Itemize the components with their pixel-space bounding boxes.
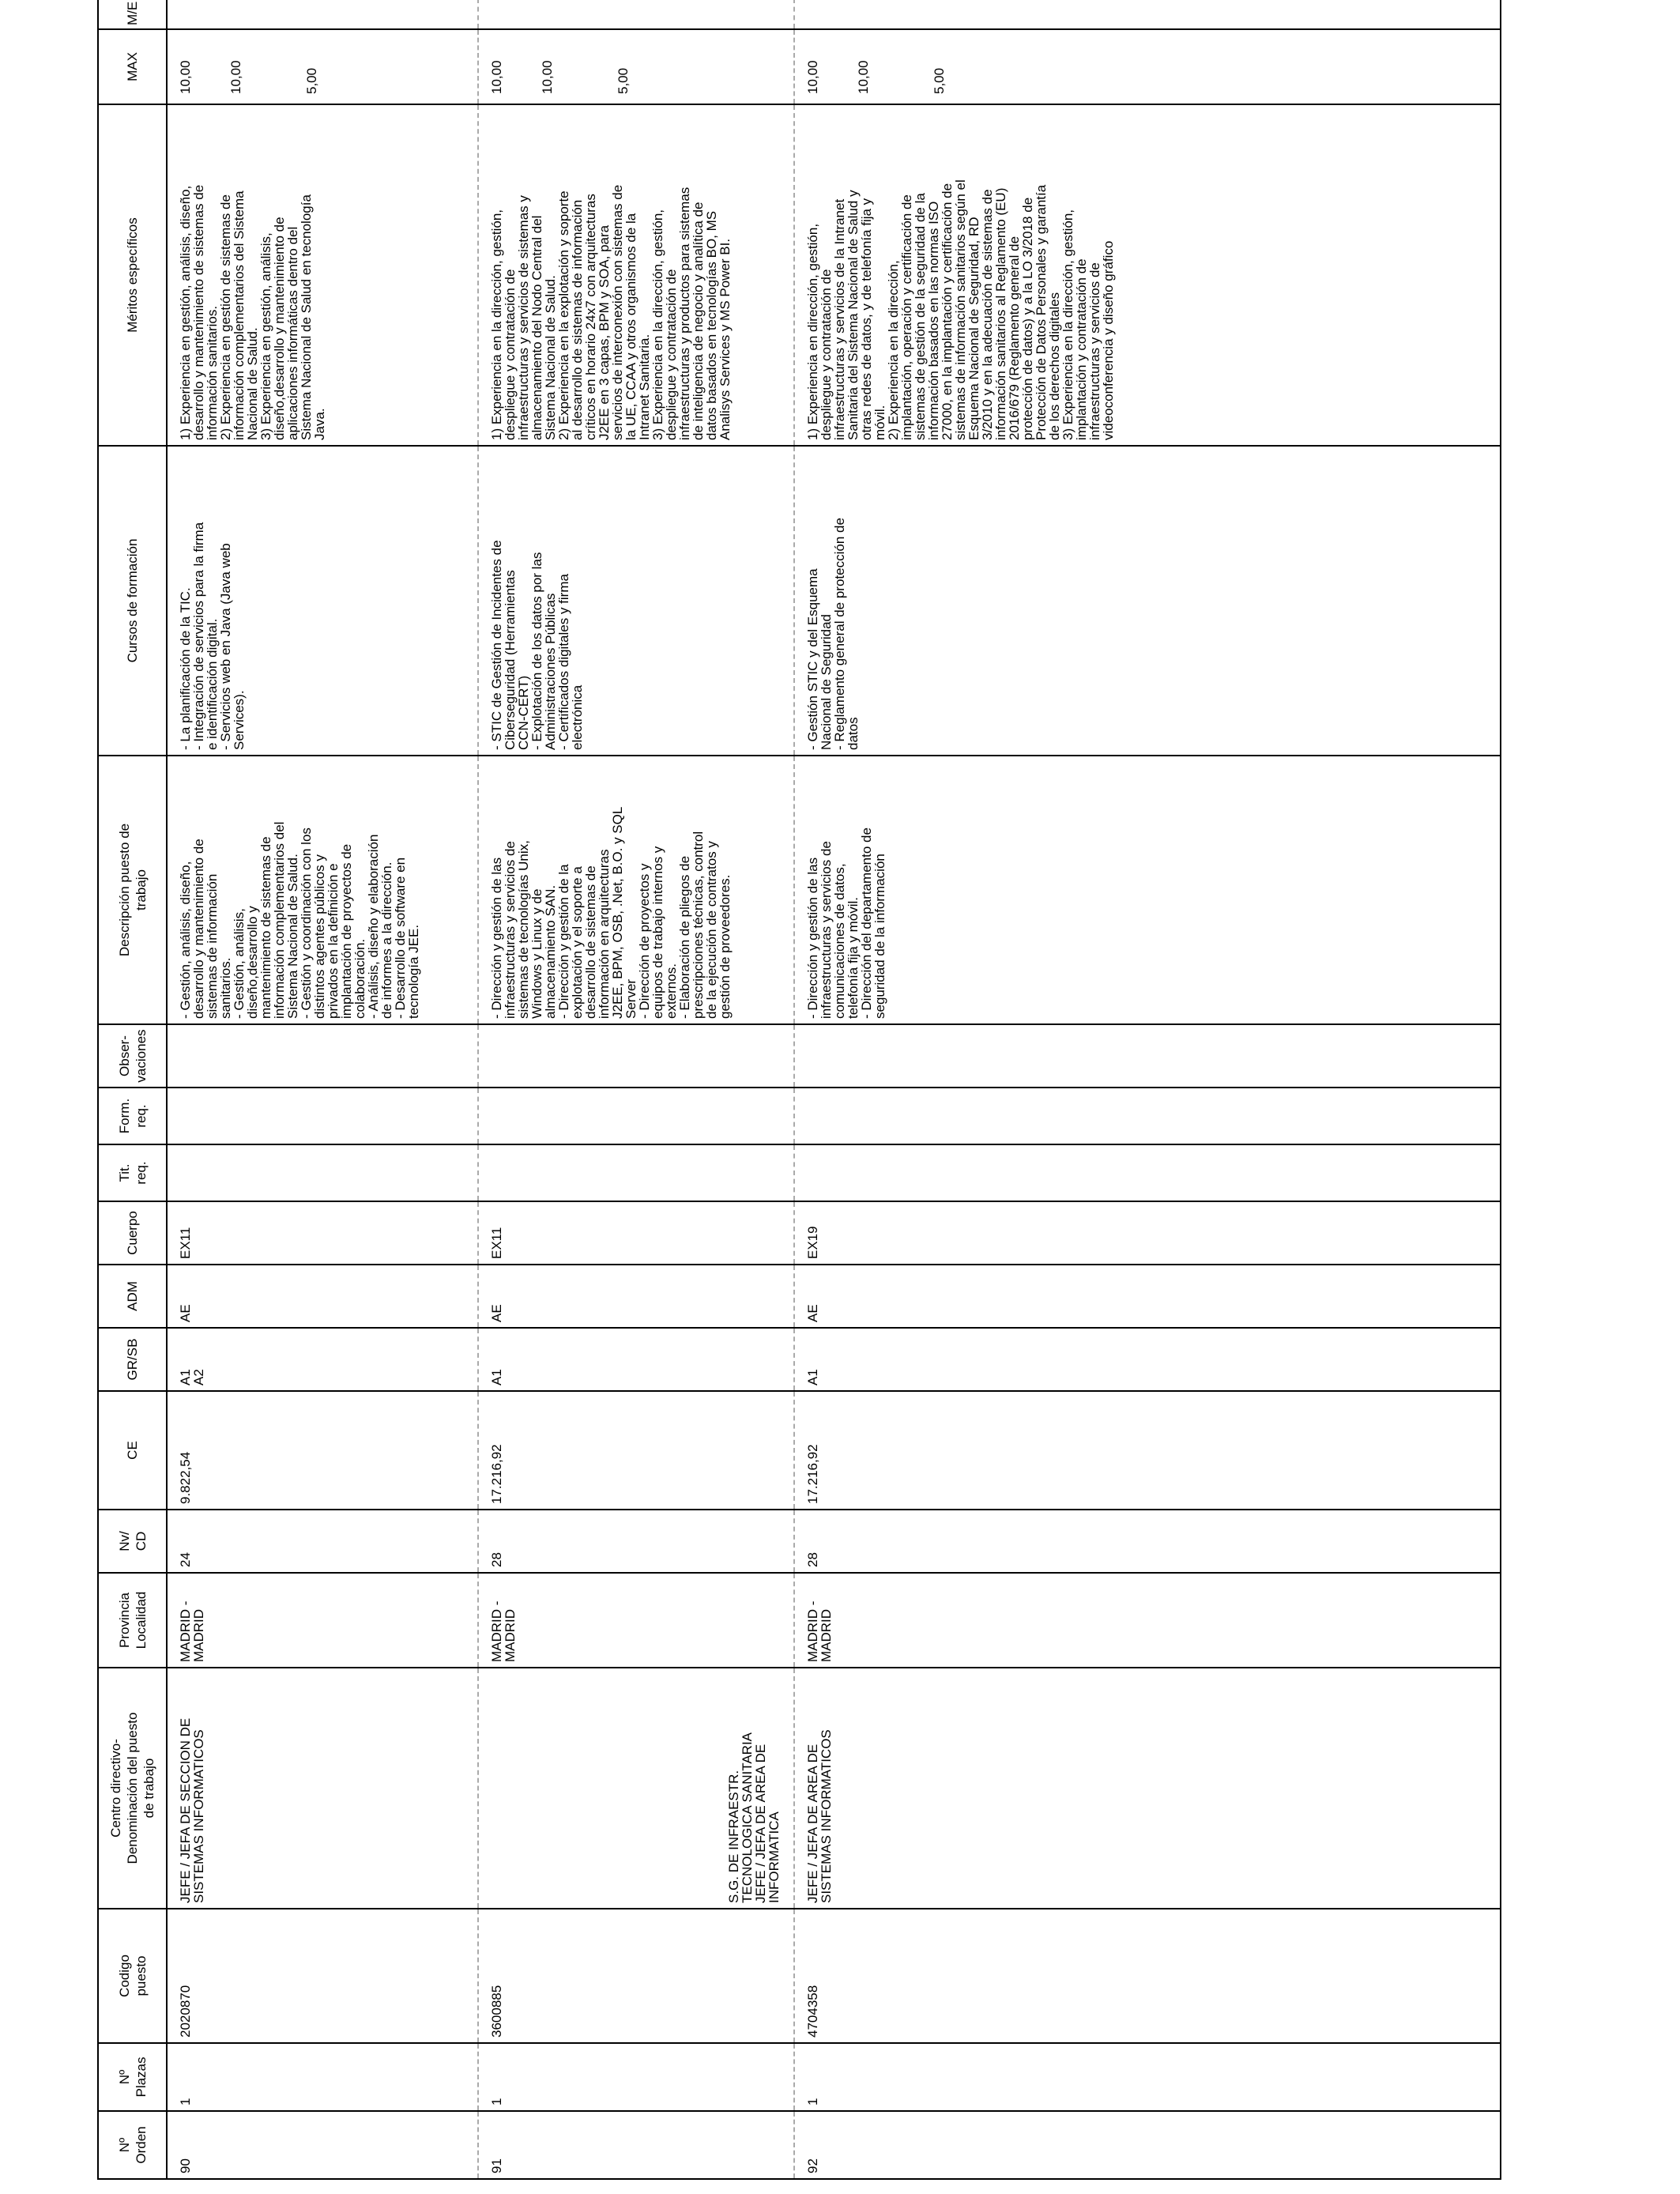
centro-directivo: S.G. DE INFRAESTR. TECNOLOGICA SANITARIA <box>726 1732 755 1903</box>
header-obs: Obser- vaciones <box>98 1024 167 1088</box>
header-meritos: Méritos específicos <box>98 104 167 446</box>
cell-form <box>794 1088 1501 1144</box>
header-descripcion: Descripción puesto de trabajo <box>98 756 167 1024</box>
cell-centro <box>478 1668 794 1909</box>
cell-adm: AE <box>794 1265 1501 1328</box>
cell-grupo: A1 <box>794 1328 1501 1391</box>
cell-tit <box>478 1144 794 1201</box>
table-row <box>167 0 478 2179</box>
cell-cuerpo: EX11 <box>478 1201 794 1265</box>
max-score: 10,00 <box>856 60 871 94</box>
cell-ce: 9.822,54 <box>167 1391 478 1510</box>
header-form: Form. req. <box>98 1088 167 1144</box>
max-score: 10,00 <box>805 60 820 94</box>
header-tit: Tit. req. <box>98 1144 167 1201</box>
table-row <box>478 0 794 2179</box>
cell-adm: AE <box>478 1265 794 1328</box>
cell-provincia: MADRID - MADRID <box>167 1573 478 1668</box>
cell-meritos <box>167 104 478 446</box>
positions-table <box>97 0 1501 2180</box>
cell-plazas: 1 <box>167 2043 478 2111</box>
header-me: M/E <box>98 0 167 29</box>
header-cuerpo: Cuerpo <box>98 1201 167 1265</box>
header-codigo: Codigo puesto <box>98 1909 167 2043</box>
header-max: MAX <box>98 29 167 104</box>
header-grupo: GR/SB <box>98 1328 167 1391</box>
header-provincia: Provincia Localidad <box>98 1573 167 1668</box>
cell-grupo: A1 <box>478 1328 794 1391</box>
cell-cursos: - La planificación de la TIC. - Integración de servicios para la firma e identificación digital. - Servicios web en Java (Java web Services). <box>167 446 478 756</box>
cell-descripcion: - Gestión, análisis, diseño, desarrollo y mantenimiento de sistemas de información sanitarios. - Gestión, análisis, diseño,desarrollo y mantenimiento de sistemas de información complementarios del Sistema Nacional de Salud. - Gestión y coordinación con los distintos agentes públicos y privados en la definición e implantación de proyectos de colaboración. - Análisis, diseño y elaboración de informes a la dirección. - Desarrollo de software en tecnología JEE. <box>167 756 478 1024</box>
cell-provincia: MADRID - MADRID <box>478 1573 794 1668</box>
max-score: 10,00 <box>489 60 504 94</box>
cell-me <box>794 0 1501 29</box>
merito-item: 1) Experiencia en dirección, gestión, despliegue y contratación de infraestructuras y servicios de la Intranet Sanitaria del Sistema Nacional de Salud y otras redes de datos, y de telefonía fija y móvil. <box>805 190 887 440</box>
puesto-denominacion: JEFE / JEFA DE AREA DE INFORMATICA <box>753 1744 782 1903</box>
cell-plazas: 1 <box>478 2043 794 2111</box>
table-row <box>794 0 1501 2179</box>
positions-table-rotated <box>97 1 1583 2180</box>
cell-codigo: 3600885 <box>478 1909 794 2043</box>
header-cursos: Cursos de formación <box>98 446 167 756</box>
cell-form <box>167 1088 478 1144</box>
cell-me <box>167 0 478 29</box>
cell-form <box>478 1088 794 1144</box>
cell-me <box>478 0 794 29</box>
header-orden: Nº Orden <box>98 2111 167 2179</box>
cell-cuerpo: EX11 <box>167 1201 478 1265</box>
max-score: 10,00 <box>228 60 243 94</box>
cell-obs <box>478 1024 794 1088</box>
max-score: 10,00 <box>178 60 193 94</box>
max-score: 5,00 <box>304 67 319 94</box>
cell-centro <box>794 1668 1501 1909</box>
cell-obs <box>167 1024 478 1088</box>
merito-item: 2) Experiencia en gestión de sistemas de información complementarios del Sistema Nacional de Salud. <box>218 190 260 440</box>
cell-meritos <box>478 104 794 446</box>
cell-plazas: 1 <box>794 2043 1501 2111</box>
cell-max <box>167 29 478 104</box>
merito-item: 1) Experiencia en la dirección, gestión, despliegue y contratación de infraestructuras y servicios de sistemas y almacenamiento del Nodo Central del Sistema Nacional de Salud. <box>489 195 558 440</box>
cell-descripcion: - Dirección y gestión de las infraestructuras y servicios de sistemas de tecnologías Unix, Windows y Linux y de almacenamiento SAN. - Dirección y gestión de la explotación y el soporte a desarrollo de sistemas de información en arquitecturas J2EE, BPM, OSB, .Net, B.O. y SQL Server - Dirección de proyectos y equipos de trabajo internos y externos. - Elaboración de pliegos de prescripciones técnicas, control de la ejecución de contratos y gestión de proveedores. <box>478 756 794 1024</box>
cell-tit <box>794 1144 1501 1201</box>
cell-ce: 17.216,92 <box>478 1391 794 1510</box>
cell-orden: 90 <box>167 2111 478 2179</box>
cell-provincia: MADRID - MADRID <box>794 1573 1501 1668</box>
cell-adm: AE <box>167 1265 478 1328</box>
cell-tit <box>167 1144 478 1201</box>
merito-item: 3) Experiencia en la dirección, gestión, implantación y contratación de infraestructuras y servicios de videoconferencia y diseño gráfico <box>1060 209 1116 440</box>
cell-cursos: - Gestión STIC y del Esquema Nacional de Seguridad - Reglamento general de protección de datos <box>794 446 1501 756</box>
cell-orden: 92 <box>794 2111 1501 2179</box>
cell-cuerpo: EX19 <box>794 1201 1501 1265</box>
cell-meritos <box>794 104 1501 446</box>
cell-cursos: - STIC de Gestión de Incidentes de Ciberseguridad (Herramientas CCN-CERT) - Explotación de los datos por las Administraciones Públicas - Certificados digitales y firma electrónica <box>478 446 794 756</box>
cell-orden: 91 <box>478 2111 794 2179</box>
header-nivel: Nv/ CD <box>98 1510 167 1573</box>
cell-centro <box>167 1668 478 1909</box>
max-score: 5,00 <box>932 67 947 94</box>
cell-nivel: 28 <box>794 1510 1501 1573</box>
puesto-denominacion: JEFE / JEFA DE SECCION DE SISTEMAS INFORMATICOS <box>178 1717 206 1903</box>
merito-item: 3) Experiencia en la dirección, gestión, despliegue y contratación de infraestructuras y productos para sistemas de inteligencia de negocio y analítica de datos basados en tecnologías BO, MS Analisys Services y MS Power BI. <box>650 187 733 440</box>
cell-max <box>478 29 794 104</box>
header-adm: ADM <box>98 1265 167 1328</box>
merito-item: 2) Experiencia en la dirección, implantación, operación y certificación de sistemas de gestión de la seguridad de la información basados en las normas ISO 27000, en la implantación y certificación de sistemas de información sanitarios según el Esquema Nacional de Seguridad, RD 3/2010 y en la adecuación de sistemas de información sanitarios al Reglamento (EU) 2016/679 (Reglamento general de protección de datos) y a la LO 3/2018 de Protección de Datos Personales y garantía de los derechos digitales <box>886 179 1062 440</box>
cell-obs <box>794 1024 1501 1088</box>
header-plazas: Nº Plazas <box>98 2043 167 2111</box>
puesto-denominacion: JEFE / JEFA DE AREA DE SISTEMAS INFORMATICOS <box>805 1729 834 1903</box>
cell-codigo: 4704358 <box>794 1909 1501 2043</box>
merito-item: 1) Experiencia en gestión, análisis, diseño, desarrollo y mantenimiento de sistemas de información sanitarios. <box>178 184 220 440</box>
cell-grupo: A1 A2 <box>167 1328 478 1391</box>
merito-item: 3) Experiencia en gestión, análisis, diseño,desarrollo y mantenimiento de aplicaciones informáticas dentro del Sistema Nacional de Salud en tecnología Java. <box>258 194 327 440</box>
max-score: 10,00 <box>540 60 555 94</box>
header-ce: CE <box>98 1391 167 1510</box>
cell-ce: 17.216,92 <box>794 1391 1501 1510</box>
merito-item: 2) Experiencia en la explotación y soporte al desarrollo de sistemas de información críticos en horario 24x7 con arquitecturas J2EE en 3 capas, BPM y SOA, para servicios de interconexión con sistemas de la UE, CCAA y otros organismos de la Intranet Sanitaria. <box>556 184 652 440</box>
header-row <box>98 0 167 2179</box>
cell-nivel: 28 <box>478 1510 794 1573</box>
cell-max <box>794 29 1501 104</box>
header-centro: Centro directivo- Denominación del puesto de trabajo <box>98 1668 167 1909</box>
max-score: 5,00 <box>616 67 631 94</box>
cell-descripcion: - Dirección y gestión de las infraestructuras y servicios de comunicaciones de datos, telefonía fija y móvil. - Dirección del departamento de seguridad de la información <box>794 756 1501 1024</box>
cell-codigo: 2020870 <box>167 1909 478 2043</box>
cell-nivel: 24 <box>167 1510 478 1573</box>
